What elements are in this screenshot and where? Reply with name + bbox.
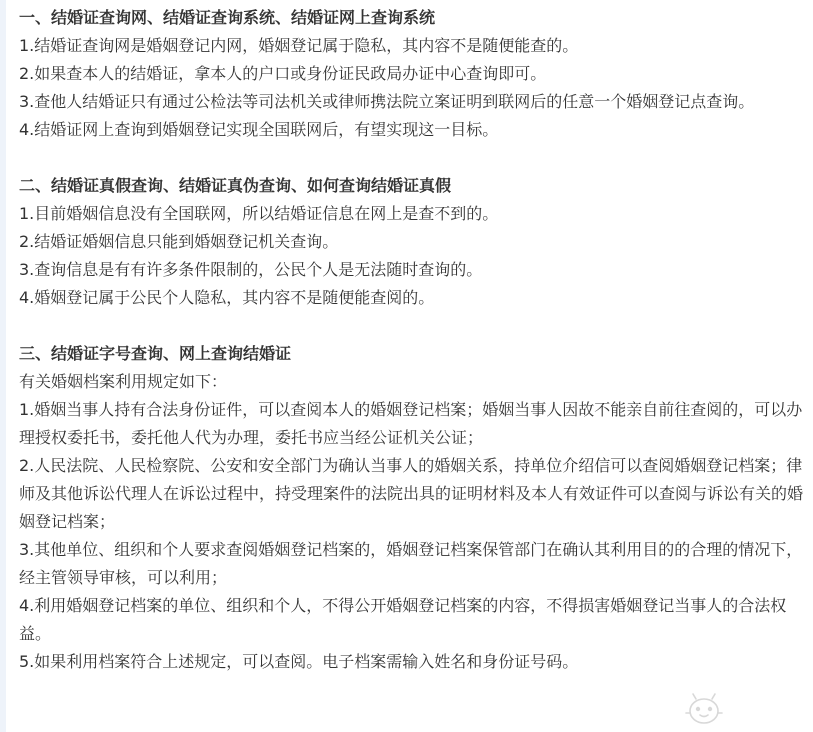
- article-body: [19, 4, 811, 676]
- paragraph: 1.结婚证查询网是婚姻登记内网，婚姻登记属于隐私，其内容不是随便能查的。: [19, 36, 579, 55]
- paragraph: 2.如果查本人的结婚证，拿本人的户口或身份证民政局办证中心查询即可。: [19, 64, 547, 83]
- paragraph: 1.婚姻当事人持有合法身份证件，可以查阅本人的婚姻登记档案；婚姻当事人因故不能亲自前往查阅的，可以办理授权委托书，委托他人代为办理，委托书应当经公证机关公证；: [19, 400, 803, 447]
- section-3: [19, 340, 811, 676]
- paragraph: 2.结婚证婚姻信息只能到婚姻登记机关查询。: [19, 232, 339, 251]
- section-title: 三、结婚证字号查询、网上查询结婚证: [19, 344, 292, 363]
- section-title: 二、结婚证真假查询、结婚证真伪查询、如何查询结婚证真假: [19, 176, 452, 195]
- paragraph: 有关婚姻档案利用规定如下：: [19, 372, 228, 391]
- paragraph: 4.结婚证网上查询到婚姻登记实现全国联网后，有望实现这一目标。: [19, 120, 499, 139]
- paragraph: 3.查询信息是有有许多条件限制的，公民个人是无法随时查询的。: [19, 260, 483, 279]
- paragraph: 1.目前婚姻信息没有全国联网，所以结婚证信息在网上是查不到的。: [19, 204, 499, 223]
- section-1: [19, 4, 811, 144]
- cartoon-face-icon: [684, 692, 724, 726]
- paragraph: 5.如果利用档案符合上述规定，可以查阅。电子档案需输入姓名和身份证号码。: [19, 652, 579, 671]
- paragraph: 2.人民法院、人民检察院、公安和安全部门为确认当事人的婚姻关系，持单位介绍信可以查阅婚姻登记档案；律师及其他诉讼代理人在诉讼过程中，持受理案件的法院出具的证明材料及本人有效证件可以查阅与诉讼有关的婚姻登记档案；: [19, 456, 804, 531]
- section-title: 一、结婚证查询网、结婚证查询系统、结婚证网上查询系统: [19, 8, 436, 27]
- paragraph: 3.其他单位、组织和个人要求查阅婚姻登记档案的，婚姻登记档案保管部门在确认其利用目的的合理的情况下，经主管领导审核，可以利用；: [19, 540, 803, 587]
- section-2: [19, 172, 811, 312]
- paragraph: 3.查他人结婚证只有通过公检法等司法机关或律师携法院立案证明到联网后的任意一个婚姻登记点查询。: [19, 92, 755, 111]
- paragraph: 4.利用婚姻登记档案的单位、组织和个人，不得公开婚姻登记档案的内容，不得损害婚姻登记当事人的合法权益。: [19, 596, 787, 643]
- left-accent-bar: [0, 0, 6, 732]
- paragraph: 4.婚姻登记属于公民个人隐私，其内容不是随便能查阅的。: [19, 288, 435, 307]
